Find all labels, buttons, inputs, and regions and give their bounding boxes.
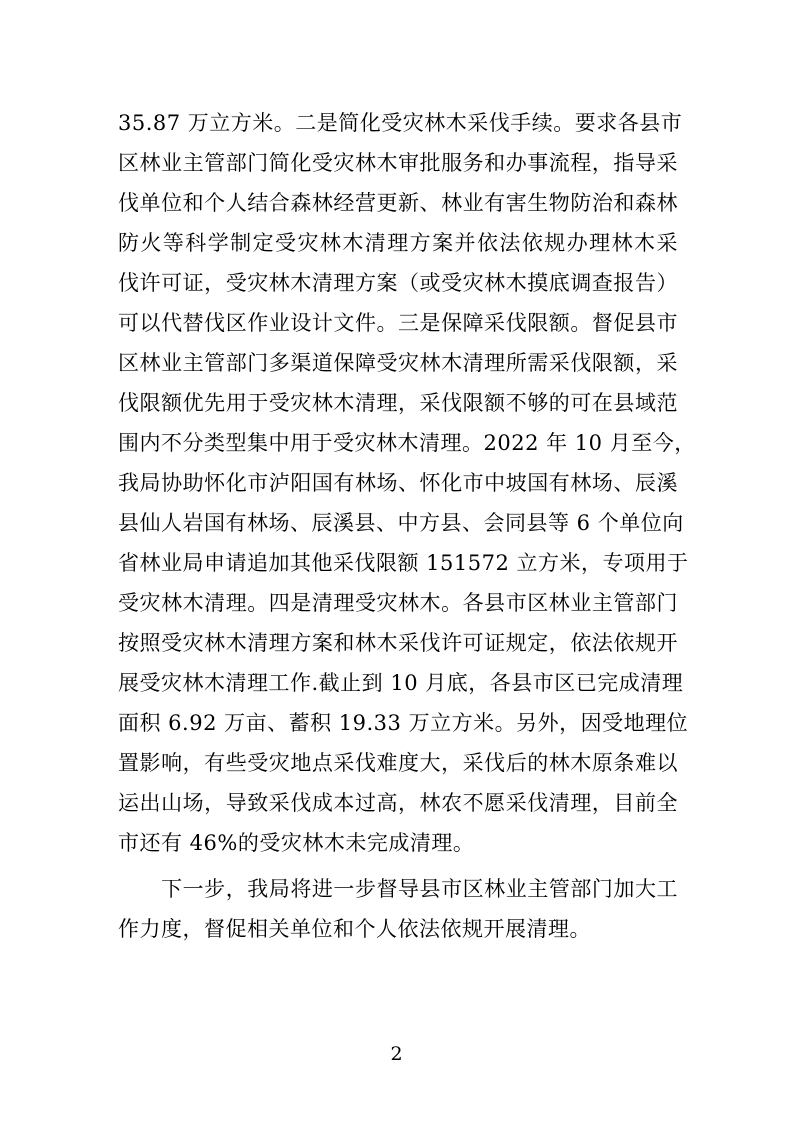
text-line: 伐限额优先用于受灾林木清理，采伐限额不够的可在县域范 — [118, 391, 678, 415]
text-line: 展受灾林木清理工作.截止到 10 月底，各县市区已完成清理 — [118, 671, 684, 695]
text-line: 下一步，我局将进一步督导县市区林业主管部门加大工 — [118, 877, 678, 901]
text-line: 置影响，有些受灾地点采伐难度大，采伐后的林木原条难以 — [118, 751, 678, 775]
text-line: 区林业主管部门简化受灾林木审批服务和办事流程，指导采 — [118, 151, 678, 175]
text-line: 市还有 46%的受灾林木未完成清理。 — [118, 831, 475, 855]
text-line: 县仙人岩国有林场、辰溪县、中方县、会同县等 6 个单位向 — [118, 511, 684, 535]
text-line: 运出山场，导致采伐成本过高，林农不愿采伐清理，目前全 — [118, 791, 678, 815]
text-line: 伐单位和个人结合森林经营更新、林业有害生物防治和森林 — [118, 191, 678, 215]
text-line: 围内不分类型集中用于受灾林木清理。2022 年 10 月至今， — [118, 431, 696, 455]
text-line: 面积 6.92 万亩、蓄积 19.33 万立方米。另外，因受地理位 — [118, 711, 689, 735]
paragraph-2 — [118, 869, 678, 949]
text-line: 受灾林木清理。四是清理受灾林木。各县市区林业主管部门 — [118, 591, 678, 615]
page-number: 2 — [390, 1043, 403, 1065]
text-line: 按照受灾林木清理方案和林木采伐许可证规定，依法依规开 — [118, 631, 678, 655]
text-line: 区林业主管部门多渠道保障受灾林木清理所需采伐限额，采 — [118, 351, 678, 375]
text-line: 35.87 万立方米。二是简化受灾林木采伐手续。要求各县市 — [118, 111, 683, 135]
text-line: 省林业局申请追加其他采伐限额 151572 立方米，专项用于 — [118, 551, 689, 575]
text-line: 我局协助怀化市泸阳国有林场、怀化市中坡国有林场、辰溪 — [118, 471, 678, 495]
text-line: 防火等科学制定受灾林木清理方案并依法依规办理林木采 — [118, 231, 678, 255]
paragraph-1 — [118, 103, 696, 863]
text-line: 可以代替伐区作业设计文件。三是保障采伐限额。督促县市 — [118, 311, 678, 335]
text-line: 作力度，督促相关单位和个人依法依规开展清理。 — [118, 917, 591, 941]
body-text — [118, 103, 696, 949]
text-line: 伐许可证，受灾林木清理方案（或受灾林木摸底调查报告） — [118, 271, 678, 295]
